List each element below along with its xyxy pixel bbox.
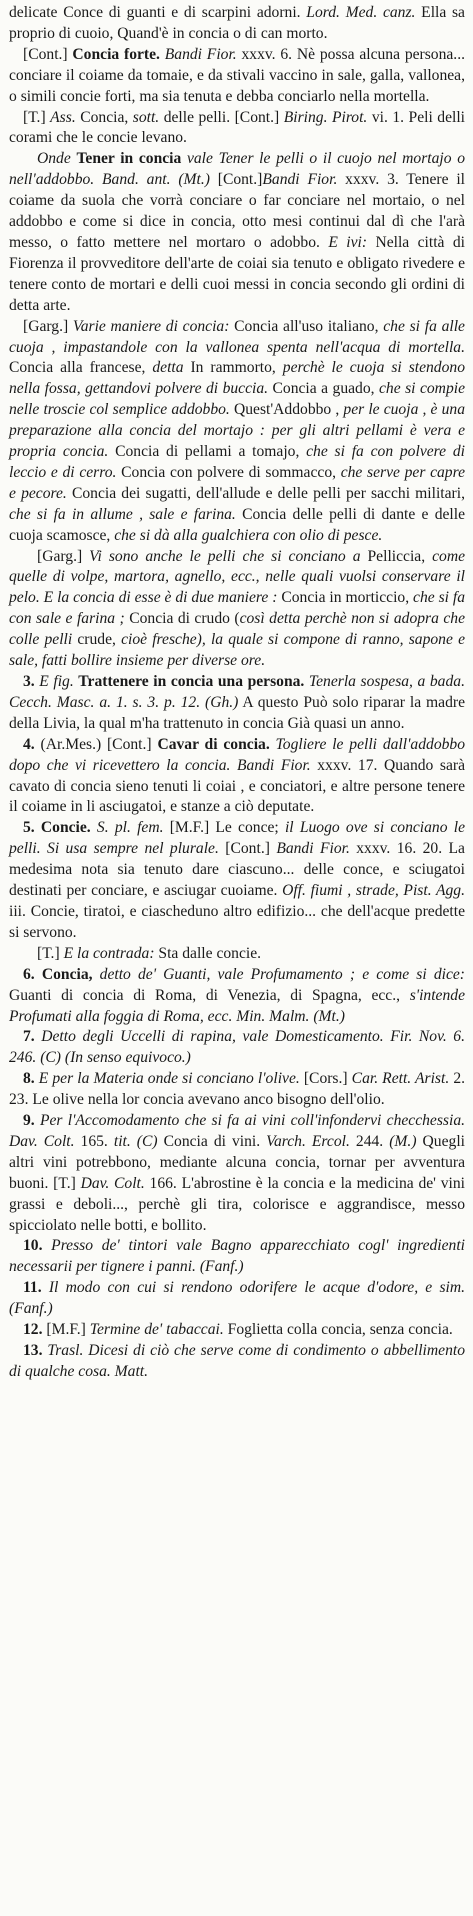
italic-run: che si dà alla gualchiera con olio di pesce. <box>114 526 383 544</box>
italic-run: il Luogo ove si conciano le pelli. Si usa sempre nel plurale. <box>9 819 465 858</box>
text-run: delle pelli. [Cont.] <box>159 108 284 126</box>
headword-run: 10. <box>23 1237 52 1255</box>
text-run: delicate Conce di guanti e di scarpini adorni. <box>9 4 307 21</box>
text-run: [Cors.] <box>299 1070 352 1088</box>
text-run: 2. 23. Le olive nella lor concia avevano anco bisogno dell'olio. <box>9 1070 466 1109</box>
headword-run: 4. <box>23 735 41 753</box>
text-run: Guanti di concia di Roma, di Venezia, di Spagna, ecc., <box>9 986 410 1004</box>
italic-run: S. pl. fem. <box>90 819 164 837</box>
italic-run: che serve per capre e pecore. <box>9 463 466 502</box>
headword-run: 6. Concia, <box>23 965 100 983</box>
text-run: [M.F.] <box>46 1321 90 1339</box>
italic-run: Vi sono anche le pelli che si conciano a <box>89 547 361 565</box>
text-run: xxxv. 3. Tenere il coiame da suola che vorrà conciare o far conciare nel mortaio, o nel addobbo e come si dice in concia, otto mesi continui dal dì che l'arà messo, o fatto mettere nel mortaro o adobbo. <box>9 171 465 251</box>
italic-run: Detto degli Uccelli di rapina, vale Domesticamento. Fir. Nov. 6. 246. (C) (In senso equivoco.) <box>9 1028 465 1067</box>
dictionary-column <box>9 3 465 1383</box>
italic-run: che si fa alle cuoja , impastandole con la vallonea spenta nell'acqua di mortella. <box>9 317 465 356</box>
italic-run: Bandi Fior. <box>164 45 237 63</box>
text-run: [Garg.] <box>37 547 90 565</box>
italic-run: Presso de' tintori vale Bagno apparecchiato cogl' ingredienti necessarii per tignere i panni. (Fanf.) <box>9 1237 466 1276</box>
sense-6 <box>9 965 465 1028</box>
sense-9 <box>9 1111 465 1236</box>
entry-paragraph <box>9 944 465 965</box>
text-run: Concia di pellami a tomajo, <box>108 443 307 461</box>
sense-10 <box>9 1236 465 1278</box>
italic-run: per le cuoja , è una preparazione alla concia del mortajo : per gli altri pellami è vera e propria concia. <box>9 401 466 461</box>
sense-13 <box>9 1341 465 1383</box>
headword-run: 12. <box>23 1321 47 1339</box>
text-run: Concia, <box>75 108 133 126</box>
italic-run: vale Tener le pelli o il cuojo nel mortajo o nell'addobbo. Band. ant. (Mt.) <box>9 150 466 189</box>
text-run: xxxv. 17. Quando sarà cavato di concia sieno tenuti li coiai , e conciatori, e altre persone tenere il coiame in li asciugatoi, e stanze a ciò deputate. <box>9 756 466 816</box>
italic-run: Varch. Ercol. <box>266 1132 350 1150</box>
text-run: 166. L'abrostine è la concia e la medicina de' vini grassi e deboli..., perchè gli tira, colorisce e aggrandisce, messo spicciolato nelle botti, e bollito. <box>9 1174 465 1234</box>
text-run: In rammorto, <box>183 359 283 377</box>
text-run: vi. 1. Peli delli corami che le concie levano. <box>9 108 466 147</box>
text-run: Concia in morticcio, <box>277 589 414 607</box>
entry-paragraph <box>9 547 465 672</box>
sense-3 <box>9 672 465 735</box>
headword-run: 3. <box>23 673 40 690</box>
text-run: Quest'Addobbo , <box>229 401 344 419</box>
text-run: [T.] <box>37 944 64 962</box>
text-run: Concia di vini. <box>157 1132 267 1150</box>
italic-run: Termine de' tabaccai. <box>89 1321 224 1339</box>
text-run: Concia di crudo ( <box>124 610 240 628</box>
italic-run: che si fa con polvere di leccio e di cerro. <box>9 443 465 481</box>
italic-run: E ivi: <box>328 233 368 251</box>
italic-run: Off. fiumi , strade, Pist. Agg. <box>282 882 465 900</box>
text-run: 165. <box>74 1132 114 1150</box>
italic-run: detto de' Guanti, vale Profumamento ; e come si dice: <box>99 965 465 983</box>
text-run: Concia con polvere di sommacco, <box>116 463 341 481</box>
text-run: 244. <box>349 1132 390 1150</box>
italic-run: così detta perchè non si adopra che colle pelli <box>9 610 466 649</box>
text-run: [Cont.] <box>23 45 73 63</box>
italic-run: Bandi Fior. <box>262 171 338 189</box>
italic-run: Per l'Accomodamento che si fa ai vini coll'infondervi checchessia. Dav. Colt. <box>9 1112 466 1150</box>
text-run: crude, <box>72 631 122 649</box>
italic-run: Biring. Pirot. <box>283 108 368 126</box>
headword-run: Trattenere in concia una persona. <box>78 673 305 690</box>
text-run: Concia all'uso italiano, <box>229 317 384 335</box>
text-run: Pelliccia, <box>360 547 433 565</box>
italic-run: s'intende Profumati alla foggia di Roma, ecc. Min. Malm. (Mt.) <box>9 986 465 1025</box>
italic-run: tit. (C) <box>113 1132 158 1150</box>
italic-run: E fig. <box>39 673 74 690</box>
text-run: Concia dei sugatti, dell'allude e delle pelli per sacchi militari, <box>66 484 465 502</box>
text-run: Quegli altri vini potrebbono, mediante alcuna concia, tornar per avventura buoni. [T.] <box>9 1132 465 1192</box>
text-run: xxxv. 6. Nè possa alcuna persona... conciare il coiame da tomaie, e da stivali vaccino in sale, galla, vallonea, o simili concie forti, ma sia tenuta e debba conciarlo nella mortella. <box>9 45 466 105</box>
italic-run: Ass. <box>50 108 76 126</box>
italic-run: Dav. Colt. <box>80 1174 145 1192</box>
text-run: [M.F.] Le conce; <box>163 819 285 837</box>
text-run: Concia alla francese, <box>9 359 153 377</box>
italic-run: Lord. Med. canz. <box>306 4 416 21</box>
entry-paragraph <box>9 317 465 547</box>
italic-run: sott. <box>132 108 160 126</box>
italic-run: Bandi Fior. <box>276 840 350 858</box>
text-run: Sta dalle concie. <box>154 944 262 962</box>
text-run: [T.] <box>23 108 51 126</box>
headword-run: 9. <box>23 1112 40 1130</box>
text-run: xxxv. 16. 20. La medesima nota sia tenuto dare ciascuno... delle conce, e sciugatoi destinati per conciare, e asciugar cuoiame. <box>9 840 465 900</box>
headword-run: Cavar di concia. <box>157 735 270 753</box>
italic-run: cioè fresche), la quale si compone di ranno, sapone e sale, fatti bollire insieme per diverse ore. <box>9 631 465 670</box>
headword-run: 11. <box>23 1279 49 1297</box>
headword-run: 8. <box>23 1070 39 1088</box>
italic-run: Car. Rett. Arist. <box>351 1070 450 1088</box>
italic-run: E la contrada: <box>63 944 155 962</box>
entry-paragraph <box>9 3 465 45</box>
text-run: [Cont.] <box>218 840 277 858</box>
sense-7 <box>9 1027 465 1069</box>
entry-paragraph <box>9 108 465 150</box>
headword-run: 5. Concie. <box>23 819 91 837</box>
sense-8 <box>9 1069 465 1111</box>
italic-run: Onde <box>37 150 77 168</box>
italic-run: Il modo con cui si rendono odorifere le acque d'odore, e sim. (Fanf.) <box>9 1279 466 1318</box>
italic-run: Varie maniere di concia: <box>72 317 230 335</box>
text-run: Concia a guado, <box>268 380 379 398</box>
italic-run: che si fa con sale e farina ; <box>9 589 466 628</box>
sense-5 <box>9 818 465 943</box>
text-run: Ella sa proprio di cuoio, Quand'è in concia o di can morto. <box>9 4 465 42</box>
sense-12 <box>9 1320 465 1341</box>
sense-11 <box>9 1278 465 1320</box>
italic-run: (M.) <box>389 1132 417 1150</box>
text-run: Foglietta colla concia, senza concia. <box>223 1321 453 1339</box>
italic-run: come quelle di volpe, martora, agnello, ecc., nelle quali vuolsi conservare il pelo. E la concia di esse è di due maniere : <box>9 547 466 607</box>
text-run: (Ar.Mes.) [Cont.] <box>40 735 158 753</box>
entry-paragraph <box>9 45 465 108</box>
text-run: Concia delle pelli di dante e delle cuoja scamosce, <box>9 505 465 544</box>
italic-run: Togliere le pelli dall'addobbo dopo che vi ricevettero la concia. Bandi Fior. <box>9 735 466 774</box>
headword-run: Concia forte. <box>72 45 160 63</box>
headword-run: 13. <box>23 1342 48 1359</box>
italic-run: che si compie nelle troscie col semplice addobbo. <box>9 380 465 419</box>
text-run: [Garg.] <box>23 317 73 335</box>
entry-paragraph <box>9 149 465 316</box>
italic-run: Trasl. Dicesi di ciò che serve come di condimento o abbellimento di qualche cosa. Matt. <box>9 1342 465 1380</box>
text-run: iii. Concie, tiratoi, e ciascheduno altro edifizio... che dell'acque predette si servono. <box>9 902 465 941</box>
italic-run: E per la Materia onde si conciano l'olive. <box>38 1070 300 1088</box>
text-run: [Cont.] <box>209 171 263 189</box>
italic-run: detta <box>152 359 184 377</box>
text-run: A questo Può solo riparar la madre della Livia, la qual m'ha trattenuto in concia Già quasi un anno. <box>9 693 465 732</box>
italic-run: Tenerla sospesa, a bada. Cecch. Masc. a. 1. s. 3. p. 12. (Gh.) <box>9 673 465 711</box>
italic-run: che si fa in allume , sale e farina. <box>9 505 236 523</box>
text-run: Nella città di Fiorenza il provveditore dell'arte de coiai sia tenuto e obligato rivedere e tenere conto de mortari e delli cuoi messi in concia secondo gli ordini di detta arte. <box>9 233 465 314</box>
headword-run: Tener in concia <box>76 150 182 168</box>
headword-run: 7. <box>23 1028 42 1046</box>
italic-run: perchè le cuoja si stendono nella fossa, gettandovi polvere di buccia. <box>9 359 465 398</box>
sense-4 <box>9 735 465 819</box>
